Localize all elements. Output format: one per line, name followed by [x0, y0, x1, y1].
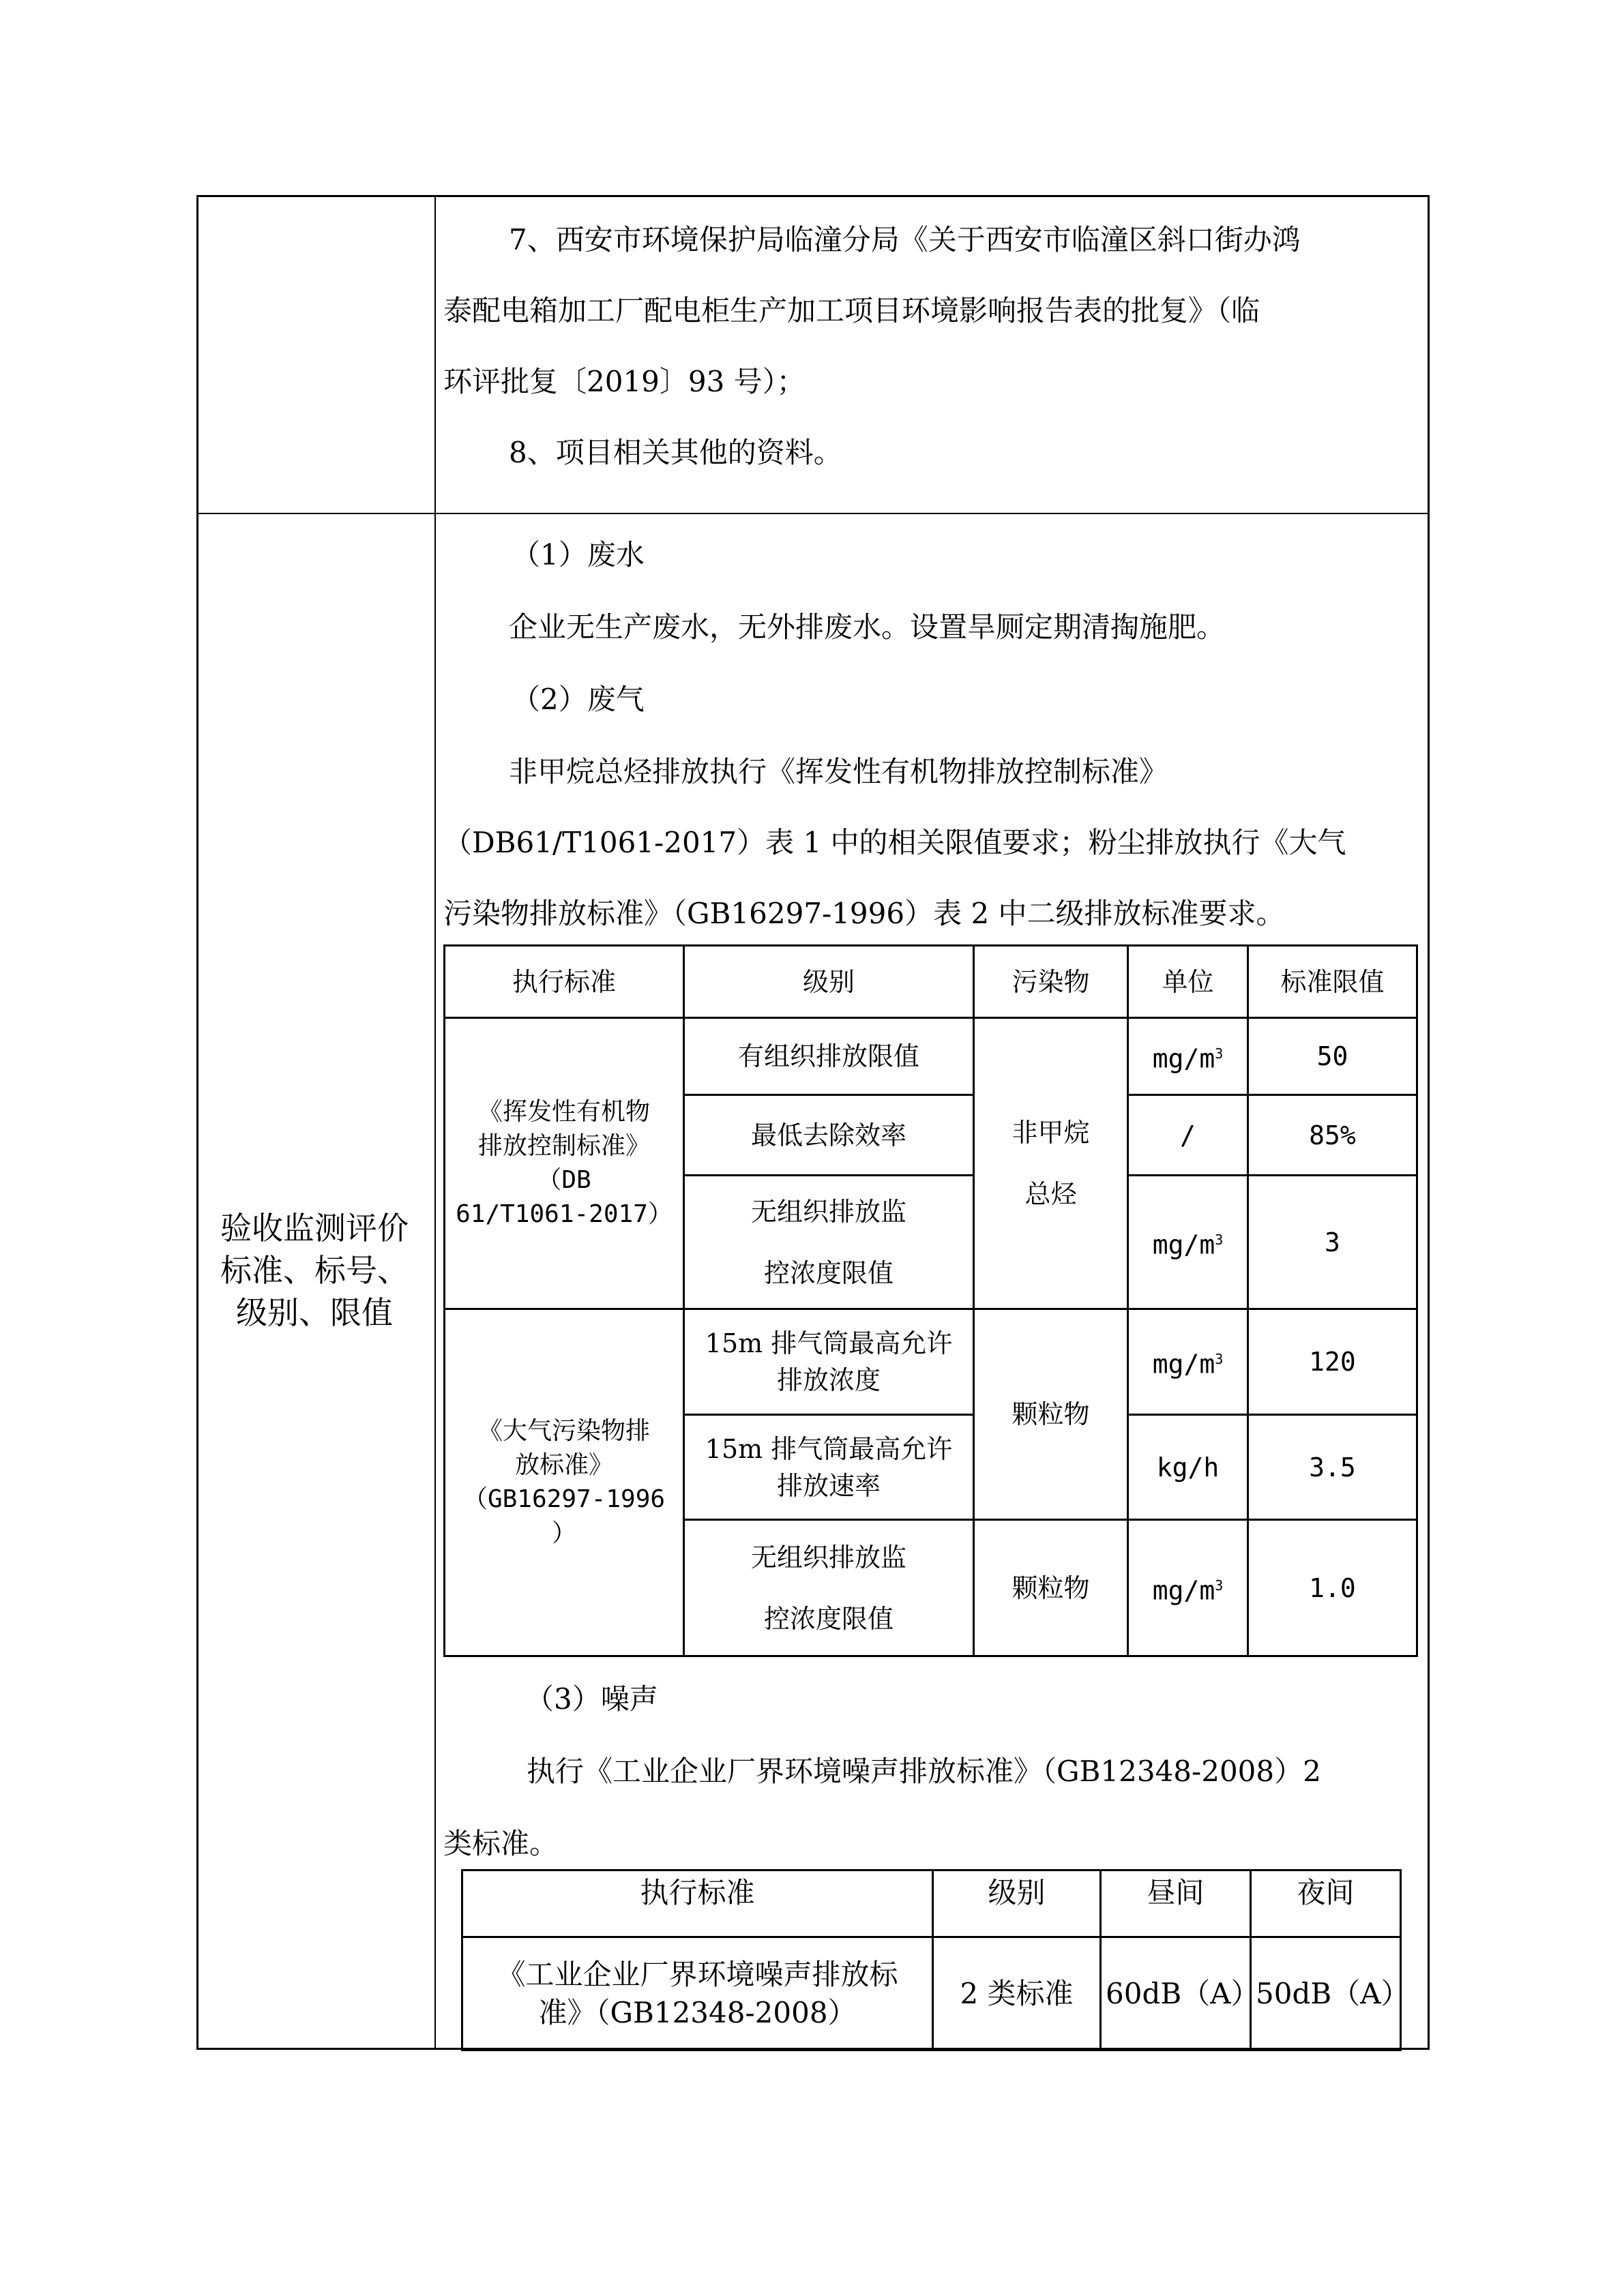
header-cell: 污染物 — [974, 946, 1128, 1018]
water-text: 企业无生产废水，无外排废水。设置旱厕定期清掏施肥。 — [509, 610, 1226, 644]
table-header-row — [462, 1870, 1401, 1937]
level-cell: 有组织排放限值 — [684, 1018, 974, 1095]
limit-cell: 120 — [1248, 1309, 1417, 1415]
unit-sup: 3 — [1215, 1351, 1224, 1368]
limit-cell: 3.5 — [1248, 1415, 1417, 1520]
standard-line: 61/T1061-2017） — [456, 1200, 673, 1228]
standard-line: （DB — [537, 1166, 591, 1194]
header-cell: 夜间 — [1251, 1870, 1401, 1937]
item7-line2: 泰配电箱加工厂配电柜生产加工项目环境影响报告表的批复》（临 — [443, 294, 1260, 327]
unit-text: mg/m — [1152, 1229, 1215, 1260]
night-limit-cell: 50dB（A） — [1251, 1937, 1401, 2051]
header-cell: 级别 — [933, 1870, 1101, 1937]
unit-text: / — [1180, 1120, 1196, 1150]
noise-standards-table — [461, 1869, 1410, 2049]
header-cell: 昼间 — [1101, 1870, 1251, 1937]
air-text-line1: 非甲烷总烃排放执行《挥发性有机物排放控制标准》 — [509, 755, 1168, 788]
air-standards-table — [443, 944, 1416, 1655]
limit-cell: 85% — [1248, 1095, 1417, 1176]
standard-line: 《工业企业厂界环境噪声排放标 — [497, 1957, 898, 1991]
unit-cell — [1128, 1018, 1248, 1095]
pollutant-cell-particulate: 颗粒物 — [974, 1309, 1128, 1520]
item8: 8、项目相关其他的资料。 — [509, 436, 842, 469]
standard-line: 排放控制标准》 — [477, 1132, 650, 1160]
air-text-line2: （DB61/T1061-2017）表 1 中的相关限值要求；粉尘排放执行《大气 — [443, 826, 1346, 859]
day-limit-cell: 60dB（A） — [1101, 1937, 1251, 2051]
left-label — [196, 1207, 432, 1334]
level-line: 控浓度限值 — [763, 1603, 894, 1634]
noise-text-line1: 执行《工业企业厂界环境噪声排放标准》（GB12348-2008）2 — [527, 1755, 1321, 1788]
air-text-line3: 污染物排放标准》（GB16297-1996）表 2 中二级排放标准要求。 — [443, 897, 1285, 930]
standard-cell-particulate — [445, 1309, 684, 1656]
pollutant-cell: 颗粒物 — [974, 1520, 1128, 1656]
level-cell — [684, 1309, 974, 1415]
unit-cell — [1128, 1095, 1248, 1176]
header-cell: 标准限值 — [1248, 946, 1417, 1018]
unit-text: kg/h — [1156, 1452, 1220, 1482]
level-line: 控浓度限值 — [763, 1257, 894, 1288]
level-line: 排放浓度 — [776, 1365, 881, 1395]
standard-line: 《挥发性有机物 — [477, 1098, 650, 1126]
table-row — [462, 1937, 1401, 2051]
limit-cell: 1.0 — [1248, 1520, 1417, 1656]
unit-sup: 3 — [1215, 1231, 1224, 1248]
unit-cell — [1128, 1415, 1248, 1520]
unit-text: mg/m — [1152, 1043, 1215, 1074]
left-label-line3: 级别、限值 — [236, 1294, 393, 1331]
header-cell: 级别 — [684, 946, 974, 1018]
standard-cell-voc — [445, 1018, 684, 1309]
table-row — [445, 1018, 1417, 1095]
standard-line: 准》（GB12348-2008） — [538, 1995, 857, 2029]
pollutant-line: 总烃 — [1024, 1179, 1077, 1209]
standard-cell-noise — [462, 1937, 933, 2051]
row-divider — [198, 513, 1428, 514]
column-divider — [434, 197, 436, 2048]
noise-text-line2: 类标准。 — [443, 1827, 559, 1860]
noise-heading: （3）噪声 — [525, 1682, 658, 1716]
level-cell — [684, 1415, 974, 1520]
limit-cell: 50 — [1248, 1018, 1417, 1095]
standard-line: （GB16297-1996 — [462, 1485, 666, 1513]
unit-sup: 3 — [1215, 1045, 1224, 1062]
water-heading: （1）废水 — [512, 538, 645, 571]
air-heading: （2）废气 — [512, 683, 645, 716]
unit-text: mg/m — [1152, 1349, 1215, 1380]
table-row — [445, 1309, 1417, 1415]
level-line: 15m 排气筒最高允许 — [705, 1328, 953, 1358]
table-header-row — [445, 946, 1417, 1018]
level-line: 无组织排放监 — [750, 1196, 906, 1227]
item7-line3: 环评批复〔2019〕93 号）； — [443, 365, 806, 398]
level-cell — [684, 1176, 974, 1309]
standard-line: 《大气污染物排 — [477, 1417, 650, 1445]
unit-text: mg/m — [1152, 1575, 1215, 1606]
unit-sup: 3 — [1215, 1577, 1224, 1594]
level-line: 15m 排气筒最高允许 — [705, 1433, 953, 1464]
unit-cell — [1128, 1309, 1248, 1415]
level-line: 排放速率 — [776, 1470, 881, 1501]
level-cell: 最低去除效率 — [684, 1095, 974, 1176]
header-cell: 单位 — [1128, 946, 1248, 1018]
header-cell: 执行标准 — [445, 946, 684, 1018]
level-line: 无组织排放监 — [750, 1542, 906, 1572]
left-label-line1: 验收监测评价 — [220, 1210, 409, 1247]
standard-line: 放标准》 — [514, 1451, 613, 1479]
unit-cell — [1128, 1176, 1248, 1309]
limit-cell: 3 — [1248, 1176, 1417, 1309]
level-cell — [684, 1520, 974, 1656]
unit-cell — [1128, 1520, 1248, 1656]
standard-line: ） — [551, 1519, 576, 1547]
item7-line1: 7、西安市环境保护局临潼分局《关于西安市临潼区斜口街办鸿 — [509, 223, 1301, 256]
level-cell: 2 类标准 — [933, 1937, 1101, 2051]
header-cell: 执行标准 — [462, 1870, 933, 1937]
pollutant-line: 非甲烷 — [1012, 1118, 1090, 1148]
left-label-line2: 标准、标号、 — [220, 1252, 409, 1289]
pollutant-cell-nmhc — [974, 1018, 1128, 1309]
